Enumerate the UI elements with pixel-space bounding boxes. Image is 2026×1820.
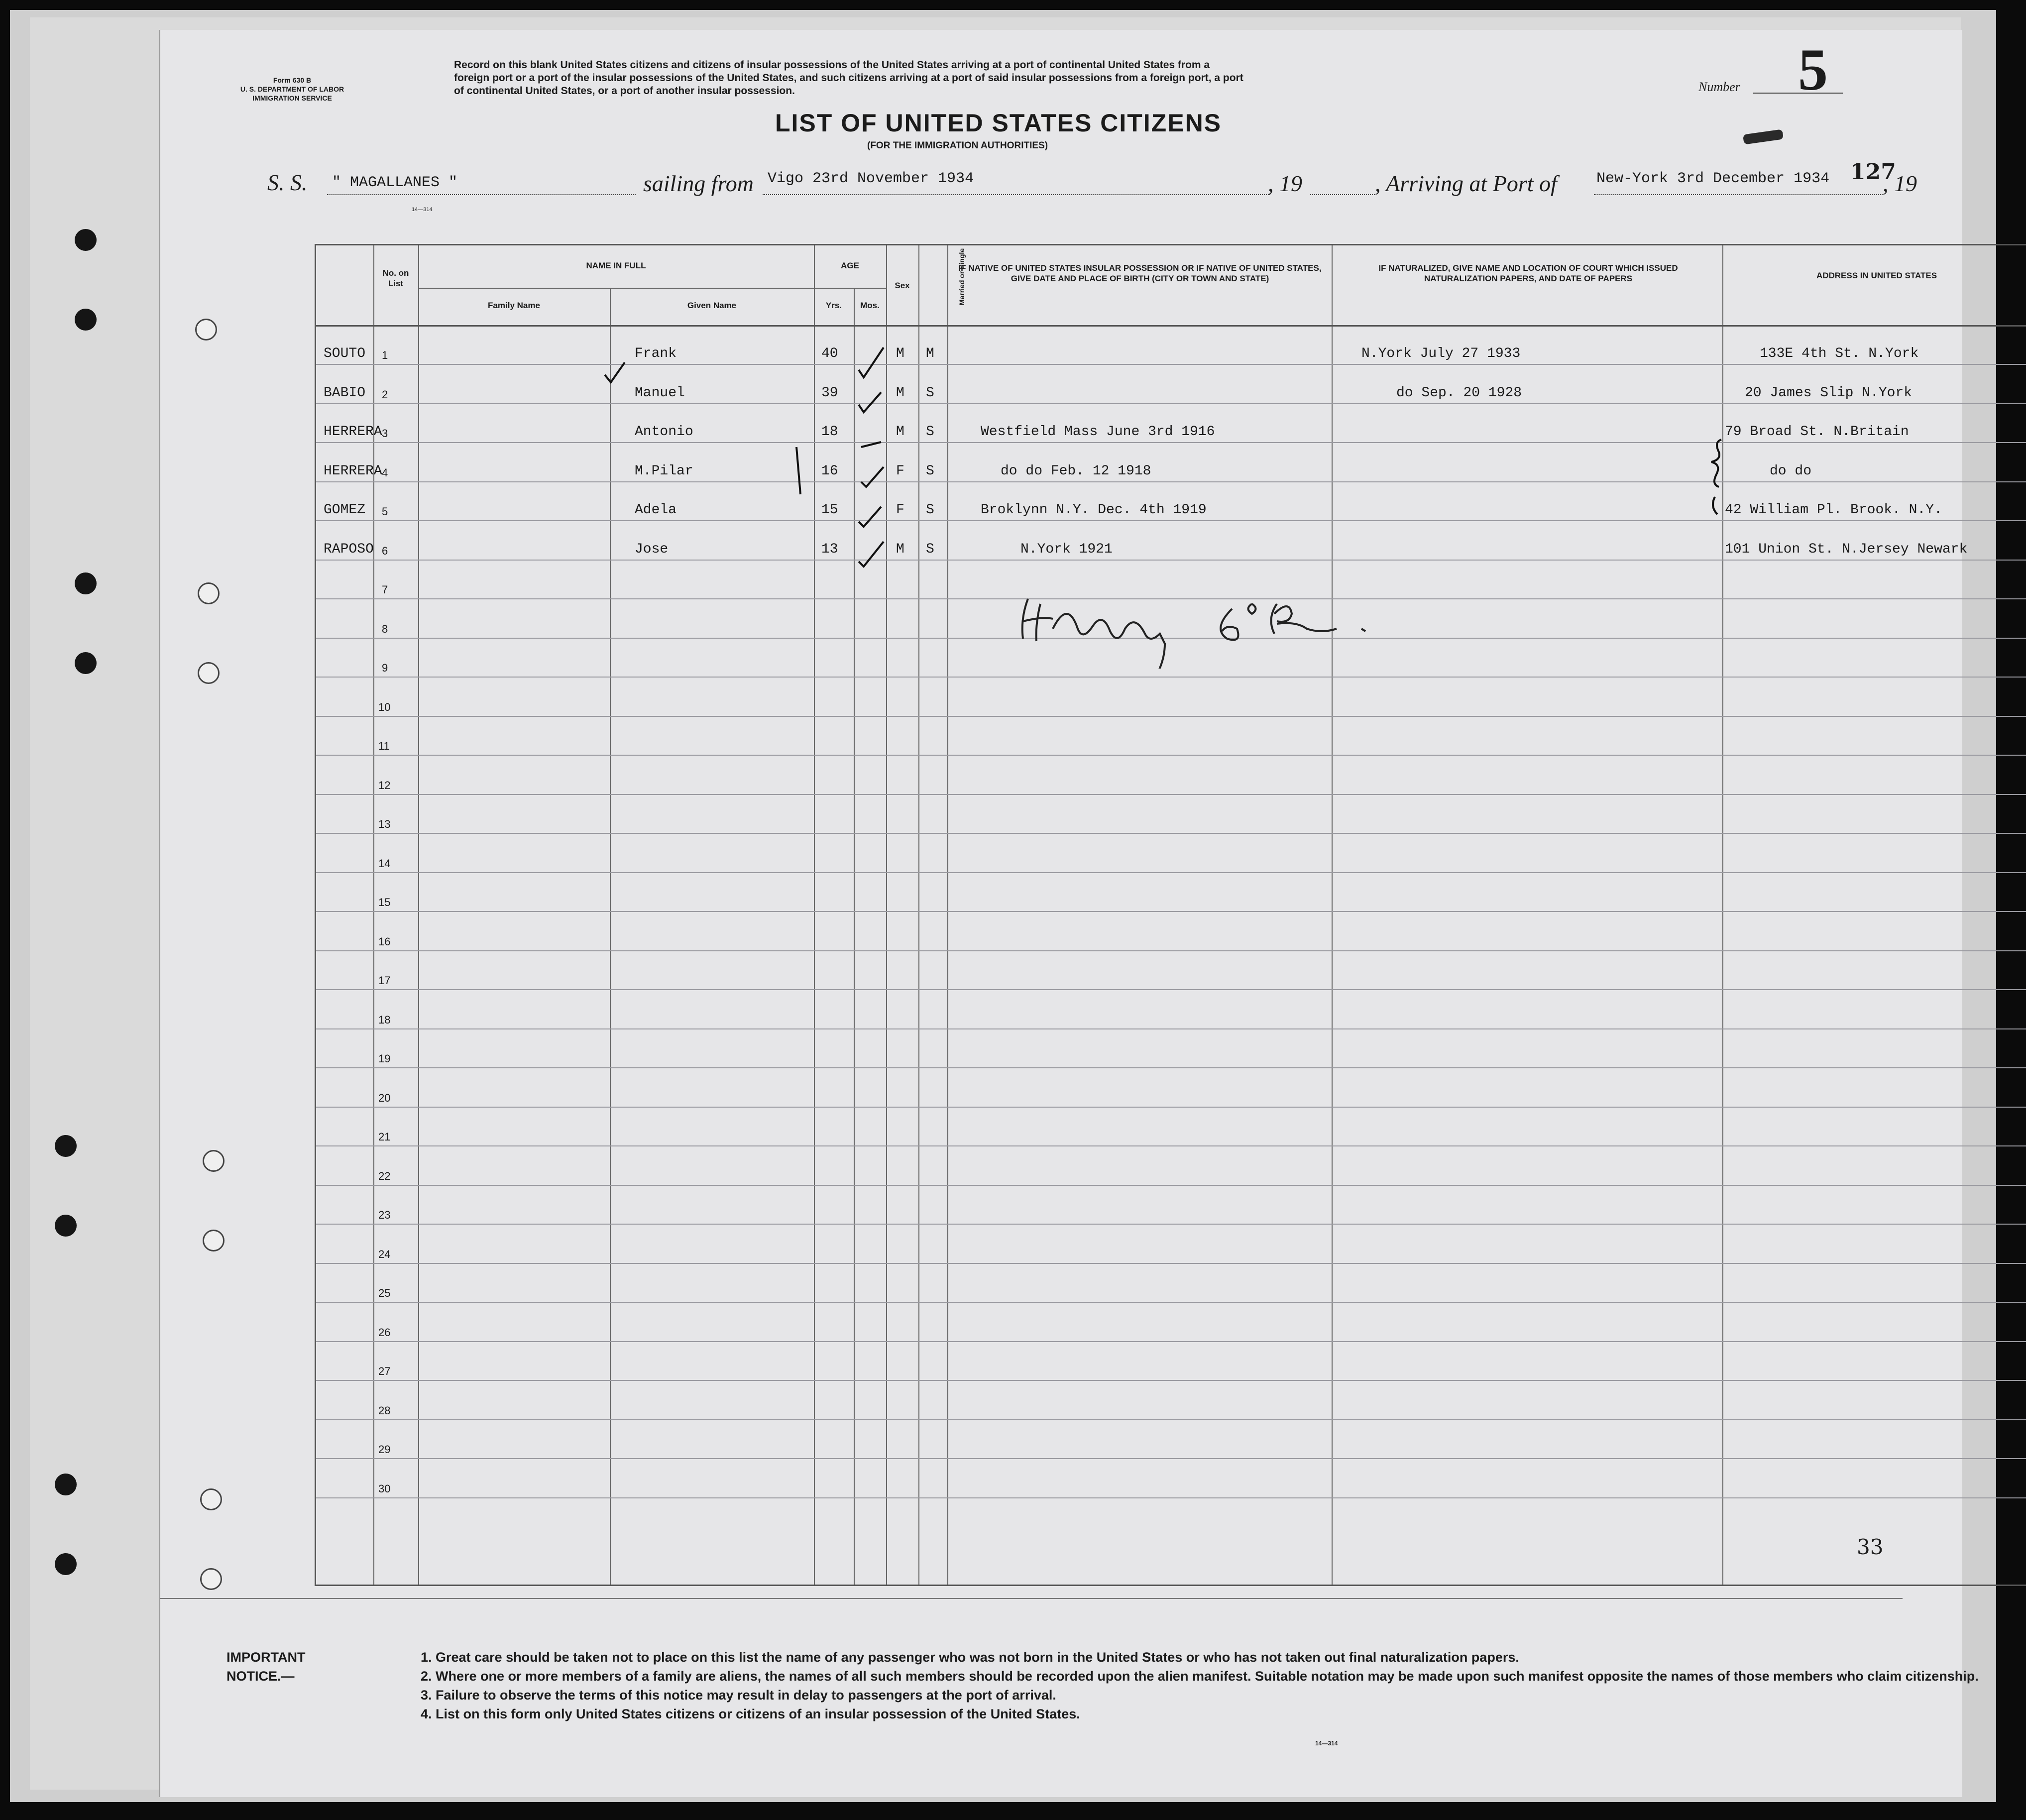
notice-item: 1. Great care should be taken not to place on this list the name of any passenger who was not born in the United States or who has not taken out final naturalization papers.	[421, 1650, 1519, 1665]
marital-status-cell: S	[926, 502, 934, 518]
sex-cell: M	[896, 541, 904, 557]
binder-hole	[55, 1553, 77, 1575]
form-number: Form 630 B	[273, 76, 312, 84]
arriving-line	[1594, 194, 1883, 195]
header-birth: IF NATIVE OF UNITED STATES INSULAR POSSESSION OR IF NATIVE OF UNITED STATES, GIVE DATE AND PLACE OF BIRTH (CITY OR TOWN AND STATE)	[958, 263, 1322, 283]
birth-cell: Broklynn N.Y. Dec. 4th 1919	[981, 502, 1207, 518]
binder-hole	[55, 1135, 77, 1157]
header-yrs: Yrs.	[825, 301, 842, 310]
row-number: 28	[378, 1404, 391, 1417]
birth-cell: N.York 1921	[1020, 541, 1113, 557]
given-name-cell: Jose	[635, 541, 669, 557]
notice-item: 3. Failure to observe the terms of this notice may result in delay to passengers at the port of arrival.	[421, 1688, 1056, 1703]
marital-status-cell: S	[926, 541, 934, 557]
age-years-cell: 16	[821, 463, 838, 479]
row-number: 10	[378, 700, 391, 713]
sheet-hole	[203, 1230, 225, 1251]
given-name-cell: Antonio	[635, 424, 693, 440]
passenger-table	[315, 244, 2026, 1586]
instructions-line: of continental United States, or a port of another insular possession.	[454, 85, 795, 97]
header-age: AGE	[841, 261, 859, 270]
header-sex: Sex	[895, 281, 910, 290]
check-marks	[316, 245, 2026, 1585]
row-number: 29	[378, 1443, 391, 1456]
page-title: LIST OF UNITED STATES CITIZENS	[775, 109, 1222, 137]
stamp-number: 33	[1857, 1535, 1884, 1559]
address-cell: do do	[1770, 463, 1812, 479]
row-number: 23	[378, 1209, 391, 1221]
header-no-on-list: No. on List	[382, 268, 409, 288]
row-number: 13	[378, 818, 391, 830]
sailing-from: Vigo 23rd November 1934	[768, 170, 974, 187]
header-naturalized: IF NATURALIZED, GIVE NAME AND LOCATION OF COURT WHICH ISSUED NATURALIZATION PAPERS, AND DATE OF PAPERS	[1378, 263, 1678, 283]
sheet-hole	[200, 1488, 222, 1510]
row-number: 22	[378, 1169, 391, 1182]
row-number: 18	[378, 1013, 391, 1026]
sheet-hole	[200, 1568, 222, 1590]
naturalization-cell: do Sep. 20 1928	[1396, 385, 1522, 401]
sex-cell: F	[896, 502, 904, 518]
age-years-cell: 39	[821, 385, 838, 401]
address-cell: 133E 4th St. N.York	[1760, 346, 1919, 361]
row-number: 21	[378, 1131, 391, 1143]
sex-cell: M	[896, 385, 904, 401]
row-number: 26	[378, 1326, 391, 1339]
row-number: 4	[382, 466, 388, 479]
address-cell: 20 James Slip N.York	[1745, 385, 1913, 401]
service: IMMIGRATION SERVICE	[252, 94, 332, 102]
ship-name-line	[327, 194, 636, 195]
given-name-cell: Adela	[635, 502, 677, 518]
number-label: Number	[1698, 80, 1740, 94]
family-name-cell: GOMEZ	[324, 502, 366, 518]
row-number: 14	[378, 857, 391, 870]
form-id-block	[200, 76, 384, 103]
sheet-hole	[198, 582, 220, 604]
row-number: 19	[378, 1052, 391, 1065]
row-number: 12	[378, 779, 391, 792]
row-number: 5	[382, 505, 388, 518]
footer-rule	[160, 1598, 1903, 1599]
address-cell: 42 William Pl. Brook. N.Y.	[1725, 502, 1942, 518]
page-subtitle: (FOR THE IMMIGRATION AUTHORITIES)	[867, 140, 1048, 151]
ss-label: S. S.	[267, 170, 308, 195]
handwritten-annotation	[1018, 594, 1396, 669]
family-name-cell: BABIO	[324, 385, 366, 401]
year-suffix-1: , 19	[1268, 171, 1302, 196]
year-line-1	[1310, 194, 1375, 195]
marital-status-cell: S	[926, 424, 934, 440]
sailing-line	[763, 194, 1270, 195]
row-number: 9	[382, 662, 388, 674]
binder-hole	[55, 1474, 77, 1495]
row-number: 25	[378, 1287, 391, 1299]
family-name-cell: RAPOSO	[324, 541, 374, 557]
given-name-cell: Frank	[635, 346, 677, 361]
row-number: 2	[382, 388, 388, 401]
header-married-single: Married or Single	[958, 248, 966, 306]
age-years-cell: 15	[821, 502, 838, 518]
marital-status-cell: S	[926, 463, 934, 479]
family-name-cell: SOUTO	[324, 346, 366, 361]
handwritten-page-number: 127	[1850, 159, 1896, 185]
row-number: 11	[378, 740, 390, 752]
header-family-name: Family Name	[488, 301, 540, 310]
header-mos: Mos.	[860, 301, 880, 310]
row-number: 20	[378, 1091, 391, 1104]
marital-status-cell: S	[926, 385, 934, 401]
sheet-hole	[203, 1150, 225, 1172]
row-number: 24	[378, 1248, 391, 1260]
family-name-cell: HERRERA	[324, 424, 382, 440]
address-cell: 79 Broad St. N.Britain	[1725, 424, 1909, 440]
manifest-sheet	[159, 30, 1968, 1797]
binder-hole	[75, 652, 97, 674]
sailing-label: sailing from	[643, 171, 754, 196]
birth-cell: do do Feb. 12 1918	[1001, 463, 1151, 479]
notice-item: 4. List on this form only United States citizens or citizens of an insular possession of the United States.	[421, 1706, 1080, 1721]
sex-cell: M	[896, 346, 904, 361]
notice-item: 2. Where one or more members of a family are aliens, the names of all such members should be recorded upon the alien manifest. Suitable notation may be made upon such manifest opposite the names of those members who claim citizenship.	[421, 1669, 1979, 1684]
instructions	[454, 59, 1243, 98]
sheet-hole	[198, 662, 220, 684]
sex-cell: F	[896, 463, 904, 479]
row-number: 3	[382, 427, 388, 440]
address-cell: 101 Union St. N.Jersey Newark	[1725, 541, 1968, 557]
arriving-label: , Arriving at Port of	[1375, 171, 1557, 196]
binder-hole	[55, 1215, 77, 1237]
year-suffix-2: , 19	[1883, 171, 1917, 196]
given-name-cell: Manuel	[635, 385, 685, 401]
struck-mark	[1743, 129, 1784, 145]
check-mark	[605, 347, 1721, 567]
header-name-in-full: NAME IN FULL	[586, 261, 646, 270]
binder-hole	[75, 572, 97, 594]
sex-cell: M	[896, 424, 904, 440]
instructions-line: foreign port or a port of the insular possessions of the United States, and such citizens arriving at a port of said insular possessions from a foreign port, a port	[454, 72, 1243, 84]
row-number: 1	[382, 349, 388, 361]
header-address: ADDRESS IN UNITED STATES	[1816, 271, 1937, 280]
header-given-name: Given Name	[687, 301, 737, 310]
arriving-at: New-York 3rd December 1934	[1596, 170, 1830, 187]
marital-status-cell: M	[926, 346, 934, 361]
row-number: 6	[382, 544, 388, 557]
sheet-hole	[195, 319, 217, 341]
notice-items	[421, 1648, 2024, 1723]
row-number: 16	[378, 935, 391, 948]
row-number: 7	[382, 583, 388, 596]
department: U. S. DEPARTMENT OF LABOR	[240, 85, 344, 93]
row-number: 27	[378, 1365, 391, 1377]
age-years-cell: 13	[821, 541, 838, 557]
notice-label: IMPORTANT NOTICE.—	[226, 1650, 306, 1684]
binder-hole	[75, 309, 97, 331]
given-name-cell: M.Pilar	[635, 463, 693, 479]
birth-cell: Westfield Mass June 3rd 1916	[981, 424, 1215, 440]
age-years-cell: 40	[821, 346, 838, 361]
ship-name: " MAGALLANES "	[332, 174, 458, 191]
age-years-cell: 18	[821, 424, 838, 440]
form-code-top: 14—314	[412, 207, 433, 213]
binder-hole	[75, 229, 97, 251]
row-number: 17	[378, 974, 391, 987]
instructions-line: Record on this blank United States citizens and citizens of insular possessions of the United States arriving at a port of continental United States from a	[454, 59, 1210, 71]
form-code-bottom: 14—314	[1315, 1740, 1338, 1747]
naturalization-cell: N.York July 27 1933	[1361, 346, 1521, 361]
row-number: 8	[382, 622, 388, 635]
row-number: 15	[378, 896, 391, 909]
row-number: 30	[378, 1482, 391, 1495]
list-number: 5	[1798, 36, 1828, 103]
family-name-cell: HERRERA	[324, 463, 382, 479]
